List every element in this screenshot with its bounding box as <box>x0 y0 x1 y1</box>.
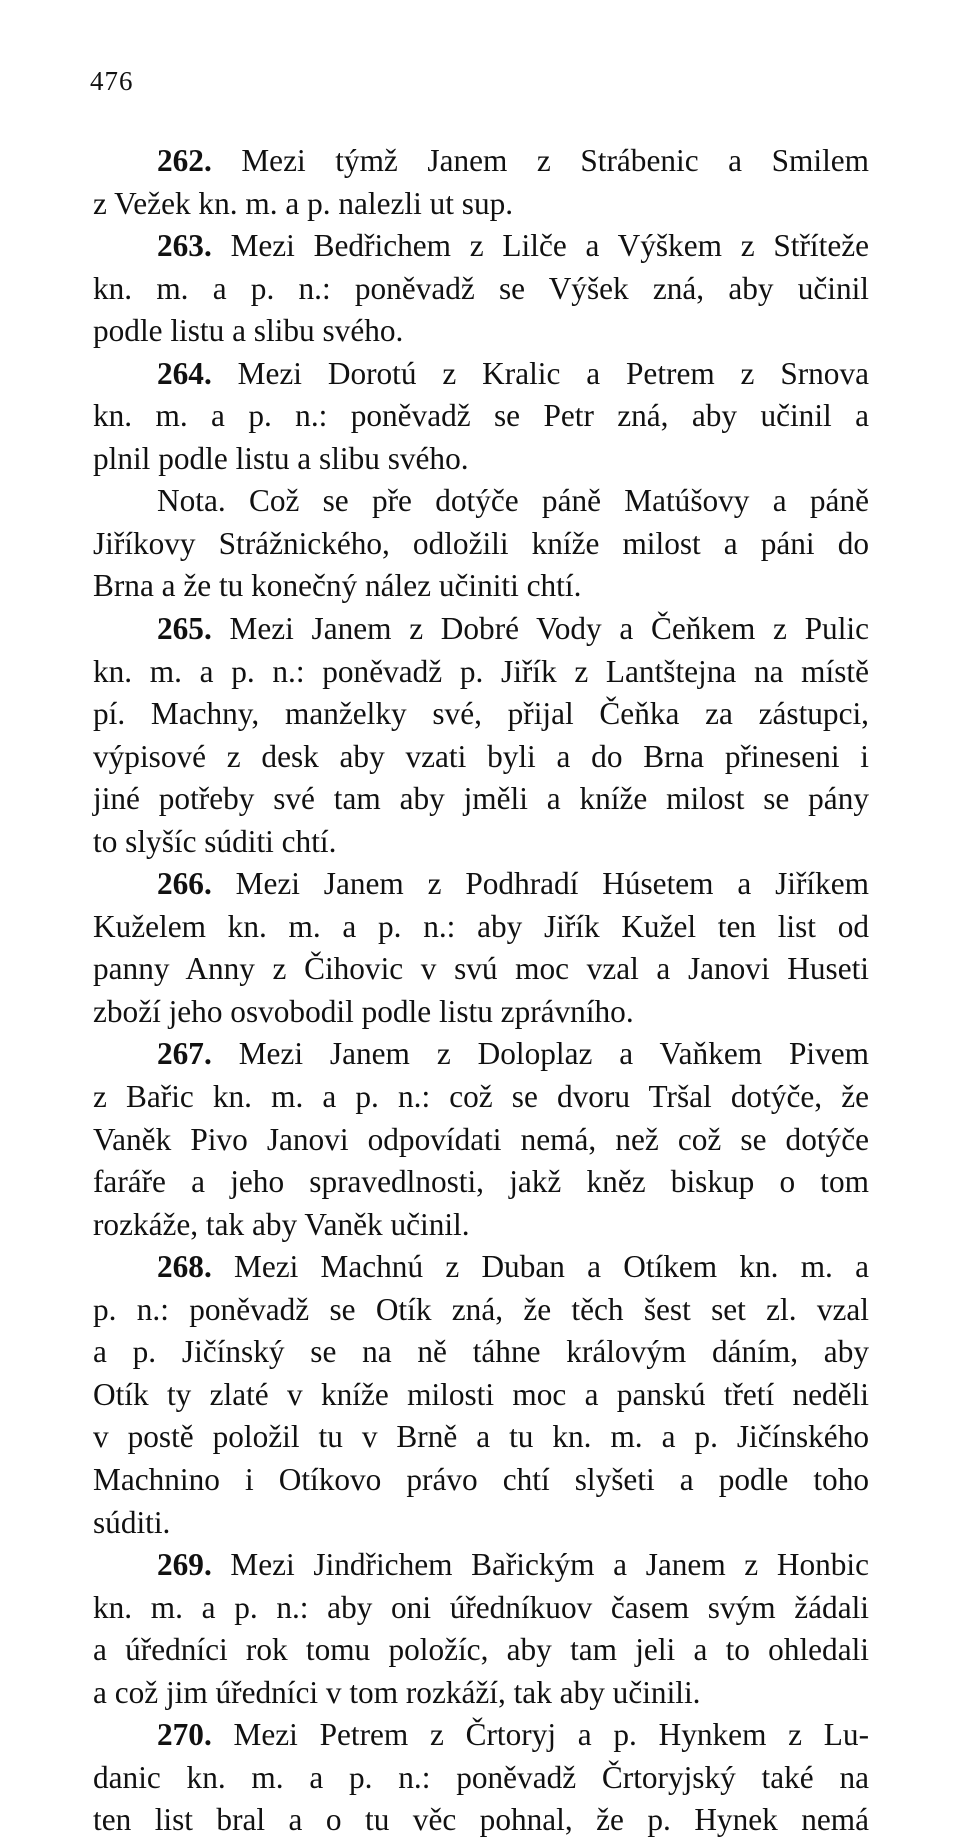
text-line <box>93 1246 869 1289</box>
entry-number: 264. <box>157 355 212 391</box>
text-line <box>93 353 869 396</box>
text-line <box>93 906 869 949</box>
line-text: v postě položil tu v Brně a tu kn. m. a p. Jičínského <box>93 1419 869 1455</box>
line-text: rozkáže, tak aby Vaněk učinil. <box>93 1206 470 1242</box>
line-text: Vaněk Pivo Janovi odpovídati nemá, než což se dotýče <box>93 1121 869 1157</box>
line-text: Machnino i Otíkovo právo chtí slyšeti a podle toho <box>93 1461 869 1497</box>
line-text: Mezi týmž Janem z Strábenic a Smilem <box>211 143 869 178</box>
text-line <box>93 1629 869 1672</box>
line-text: kn. m. a p. n.: poněvadž se Výšek zná, aby učinil <box>93 270 869 306</box>
text-line <box>93 225 869 268</box>
entry-number: 268. <box>157 1249 212 1285</box>
text-line <box>93 863 869 906</box>
text-line <box>93 1033 869 1076</box>
line-text: a což jim úředníci v tom rozkáží, tak aby učinili. <box>93 1674 701 1710</box>
line-text: faráře a jeho spravedlnosti, jakž kněz biskup o tom <box>93 1164 869 1200</box>
line-text: podle listu a slibu svého. <box>93 313 404 349</box>
line-text: p. n.: poněvadž se Otík zná, že těch šest set zl. vzal <box>93 1291 869 1327</box>
text-line <box>93 1757 869 1800</box>
text-line <box>93 310 869 353</box>
line-text: kn. m. a p. n.: aby oni úředníkuov časem svým žádali <box>93 1589 869 1625</box>
text-line <box>93 778 869 821</box>
line-text: Kuželem kn. m. a p. n.: aby Jiřík Kužel ten list od <box>93 908 869 944</box>
text-line <box>93 565 869 608</box>
line-text: z Bařic kn. m. a p. n.: což se dvoru Tršal dotýče, že <box>93 1079 869 1115</box>
line-text: kn. m. a p. n.: poněvadž p. Jiřík z Lantštejna na místě <box>93 653 869 689</box>
text-line <box>93 1289 869 1332</box>
line-text: zboží jeho osvobodil podle listu zprávního. <box>93 993 634 1029</box>
line-text: a p. Jičínský se na ně táhne královým dáním, aby <box>93 1334 869 1370</box>
text-line <box>93 948 869 991</box>
text-line <box>93 1587 869 1630</box>
line-text: Mezi Dorotú z Kralic a Petrem z Srnova <box>211 355 869 391</box>
text-line <box>93 1161 869 1204</box>
entry-number: 265. <box>157 611 212 647</box>
line-text: Mezi Machnú z Duban a Otíkem kn. m. a <box>211 1249 869 1285</box>
text-line <box>93 1672 869 1715</box>
line-text: Mezi Janem z Podhradí Húsetem a Jiříkem <box>211 866 869 902</box>
text-line <box>93 736 869 779</box>
line-text: ten list bral a o tu věc pohnal, že p. Hynek nemá <box>93 1802 869 1838</box>
line-text: Mezi Petrem z Črtoryj a p. Hynkem z Lu- <box>211 1717 869 1753</box>
line-text: danic kn. m. a p. n.: poněvadž Črtoryjský také na <box>93 1759 869 1795</box>
text-line <box>93 1204 869 1247</box>
text-line <box>93 438 869 481</box>
line-text: Jiříkovy Strážnického, odložili kníže milost a páni do <box>93 525 869 561</box>
line-text: to slyšíc súditi chtí. <box>93 823 337 859</box>
text-line <box>93 1799 869 1842</box>
text-line <box>93 821 869 864</box>
line-text: Brna a že tu konečný nález učiniti chtí. <box>93 568 582 604</box>
text-line <box>93 991 869 1034</box>
entry-number: 262. <box>157 143 212 178</box>
text-line <box>93 651 869 694</box>
line-text: plnil podle listu a slibu svého. <box>93 440 469 476</box>
line-text: Nota. Což se pře dotýče páně Matúšovy a páně <box>157 483 869 519</box>
text-line <box>93 693 869 736</box>
entry-number: 266. <box>157 866 212 902</box>
text-line <box>93 140 869 183</box>
text-line <box>93 480 869 523</box>
text-line <box>93 523 869 566</box>
line-text: Mezi Janem z Dobré Vody a Čeňkem z Pulic <box>211 611 869 647</box>
line-text: Otík ty zlaté v kníže milosti moc a panskú třetí neděli <box>93 1376 869 1412</box>
text-line <box>93 1374 869 1417</box>
text-line <box>93 1502 869 1545</box>
text-line <box>93 268 869 311</box>
line-text: súditi. <box>93 1504 171 1540</box>
entry-number: 263. <box>157 228 212 264</box>
line-text: Mezi Janem z Doloplaz a Vaňkem Pivem <box>211 1036 869 1072</box>
text-line <box>93 1331 869 1374</box>
text-line <box>93 1714 869 1757</box>
text-line <box>93 1459 869 1502</box>
entry-number: 267. <box>157 1036 212 1072</box>
text-line <box>93 183 869 226</box>
line-text: pí. Machny, manželky své, přijal Čeňka za zástupci, <box>93 696 869 732</box>
entry-number: 269. <box>157 1547 212 1583</box>
line-text: Mezi Bedřichem z Lilče a Výškem z Stříteže <box>211 228 869 264</box>
line-text: kn. m. a p. n.: poněvadž se Petr zná, aby učinil a <box>93 398 869 434</box>
line-text: Mezi Jindřichem Bařickým a Janem z Honbic <box>211 1547 869 1583</box>
line-text: a úředníci rok tomu položíc, aby tam jeli a to ohledali <box>93 1632 869 1668</box>
page-number: 476 <box>90 66 134 96</box>
text-line <box>93 608 869 651</box>
body-text <box>93 140 869 1842</box>
line-text: výpisové z desk aby vzati byli a do Brna přineseni i <box>93 738 869 774</box>
text-line <box>93 395 869 438</box>
line-text: z Vežek kn. m. a p. nalezli ut sup. <box>93 185 514 221</box>
line-text: jiné potřeby své tam aby jměli a kníže milost se pány <box>93 781 869 817</box>
entry-number: 270. <box>157 1717 212 1753</box>
line-text: panny Anny z Čihovic v svú moc vzal a Janovi Huseti <box>93 951 869 987</box>
text-line <box>93 1076 869 1119</box>
text-line <box>93 1544 869 1587</box>
text-line <box>93 1119 869 1162</box>
text-line <box>93 1416 869 1459</box>
